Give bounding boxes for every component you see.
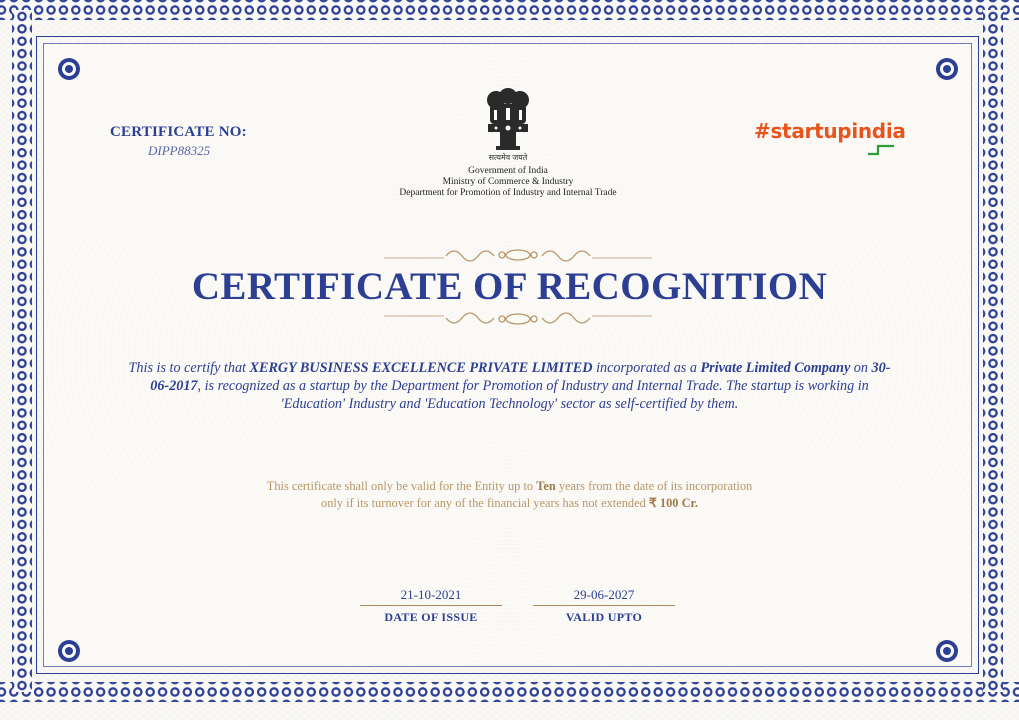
- validity-years: Ten: [536, 479, 556, 493]
- logo-step-mark-icon: [866, 142, 896, 156]
- statement-text: , is recognized as a startup by the Department for Promotion of Industry and Internal Trade. The startup is working in 'Education' Industry and 'Education Technology' sector as self-certified by them.: [197, 378, 869, 412]
- valid-upto-label: VALID UPTO: [565, 610, 643, 624]
- border-chain-top: [0, 0, 1019, 20]
- statement-text: on: [850, 360, 872, 376]
- validity-note: [200, 478, 819, 512]
- border-chain-bottom: [0, 682, 1019, 702]
- gov-line-1: Government of India: [468, 166, 548, 176]
- issue-date-value: 21-10-2021: [400, 587, 462, 602]
- logo-text-startup: #startup: [754, 119, 852, 143]
- title-ornament-top-icon: [384, 244, 652, 266]
- issuing-authority: [360, 166, 656, 199]
- recognition-statement: [126, 359, 893, 413]
- border-chain-left: [12, 10, 32, 692]
- valid-upto-line: [533, 605, 675, 606]
- issue-date-label: DATE OF ISSUE: [384, 610, 478, 624]
- validity-text: years from the date of its incorporation: [555, 479, 753, 493]
- validity-text: only if its turnover for any of the financial years has not extended: [321, 496, 649, 510]
- certificate-number-label: CERTIFICATE NO:: [110, 124, 247, 140]
- incorporation-date: 30-06-2017: [150, 360, 891, 394]
- valid-upto-value: 29-06-2027: [573, 587, 635, 602]
- statement-text: This is to certify that: [128, 360, 250, 376]
- company-name: XERGY BUSINESS EXCELLENCE PRIVATE LIMITED: [249, 360, 593, 376]
- border-chain-right: [983, 10, 1003, 692]
- certificate-title: CERTIFICATE OF RECOGNITION: [191, 265, 828, 308]
- turnover-limit: ₹ 100 Cr.: [648, 496, 698, 510]
- corner-ornament-icon: [58, 58, 80, 80]
- logo-text-india: india: [851, 119, 906, 143]
- startupindia-logo: [754, 119, 906, 143]
- gov-line-2: Ministry of Commerce & Industry: [442, 177, 574, 187]
- title-ornament-bottom-icon: [384, 308, 652, 330]
- certificate-number-value: DIPP88325: [148, 143, 211, 158]
- validity-text: This certificate shall only be valid for the Entity up to: [266, 479, 537, 493]
- issue-date-line: [360, 605, 502, 606]
- statement-text: incorporated as a: [592, 360, 701, 376]
- gov-line-3: Department for Promotion of Industry and Internal Trade: [399, 188, 617, 198]
- emblem-motto: सत्यमेव जयते: [488, 153, 528, 162]
- corner-ornament-icon: [936, 58, 958, 80]
- corner-ornament-icon: [58, 640, 80, 662]
- entity-type: Private Limited Company: [700, 360, 851, 376]
- national-emblem-icon: [480, 86, 536, 154]
- corner-ornament-icon: [936, 640, 958, 662]
